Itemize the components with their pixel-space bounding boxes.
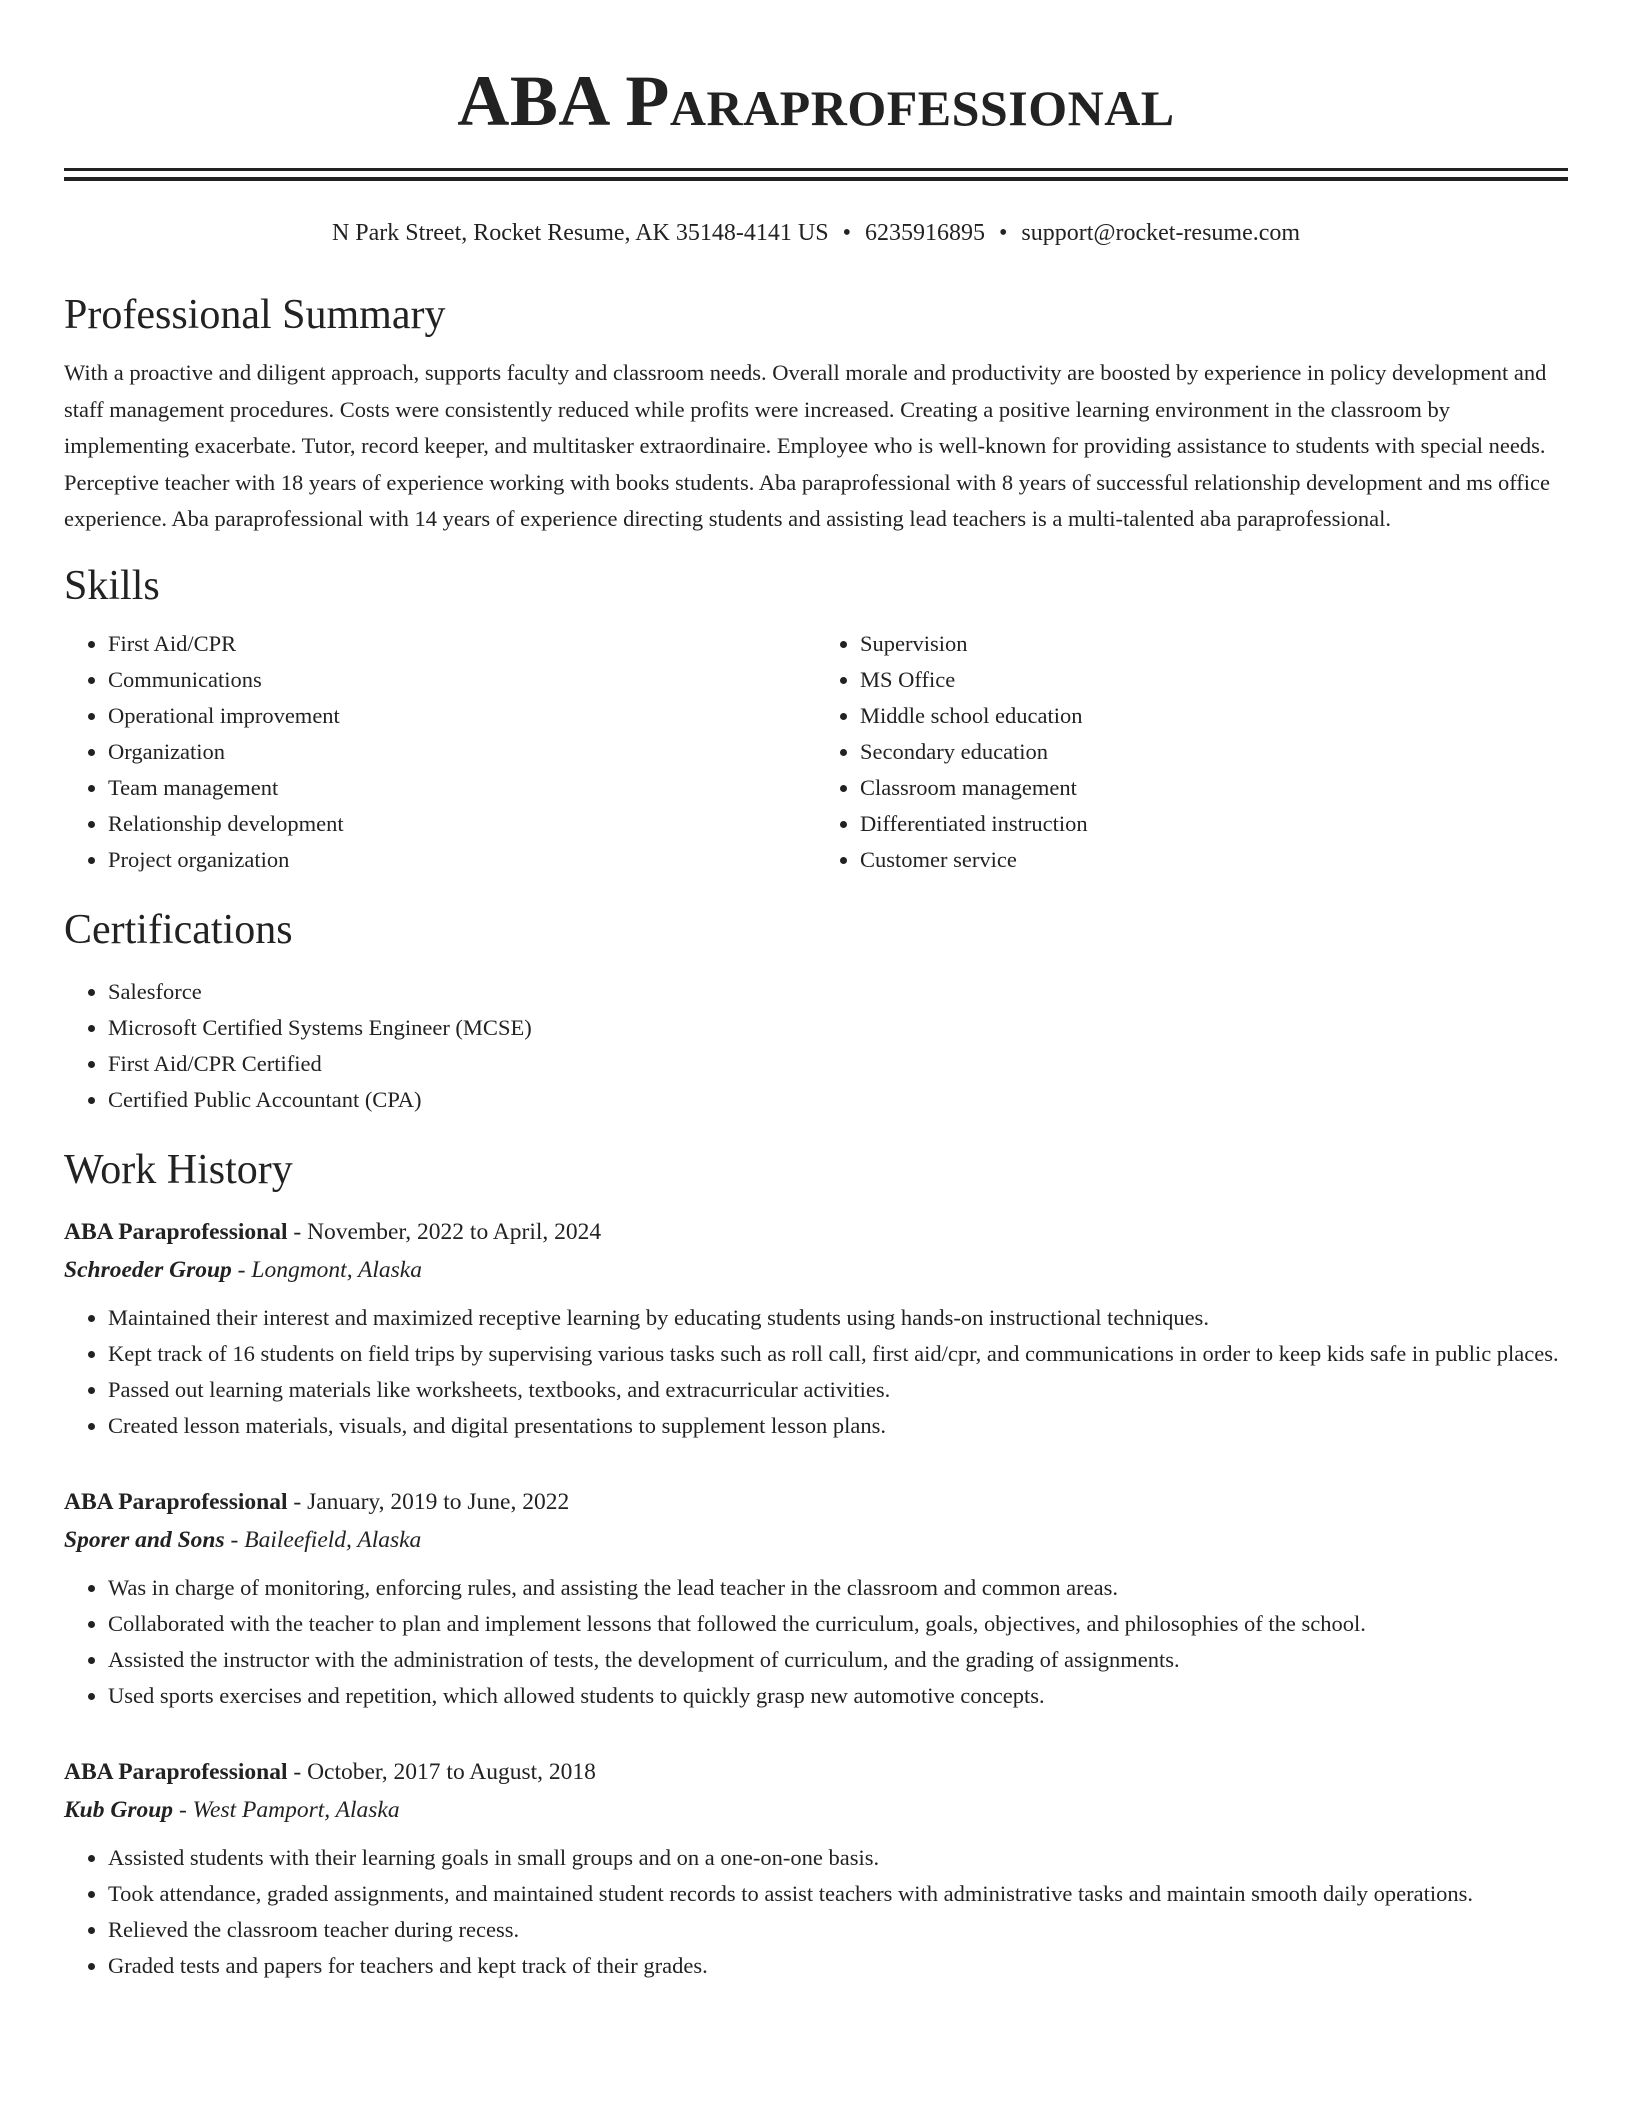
summary-text: With a proactive and diligent approach, supports faculty and classroom needs. Overall morale and productivity are boosted by experience in policy development and staff management procedures. Costs were consistently reduced while profits were increased. Creating a positive learning environment in the classroom by implementing exacerbate. Tutor, record keeper, and multitasker extraordinaire. Employee who is well-known for providing assistance to students with special needs. Perceptive teacher with 18 years of experience working with books students. Aba paraprofessional with 8 years of successful relationship development and ms office experience. Aba paraprofessional with 14 years of experience directing students and assisting lead teachers is a multi-talented aba paraprofessional. (64, 360, 1551, 531)
job-bullets (64, 1840, 1568, 1984)
job-company: Kub Group (64, 1796, 174, 1823)
certifications-list (64, 974, 1568, 1118)
job-dates: October, 2017 to August, 2018 (307, 1758, 596, 1785)
skills-list-right (816, 626, 1568, 878)
job-bullet: • Assisted students with their learning goals in small groups and on a one-on-one basis. (108, 1840, 1568, 1876)
certification-item: • Certified Public Accountant (CPA) (108, 1082, 1568, 1118)
job-company: Schroeder Group (64, 1256, 232, 1283)
job-bullet: • Kept track of 16 students on field trips by supervising various tasks such as roll call, first aid/cpr, and communications in order to keep kids safe in public places. (108, 1336, 1568, 1372)
job-title: ABA Paraprofessional (64, 1488, 288, 1515)
job-entry (64, 1754, 1568, 1984)
skills-list-left (64, 626, 816, 878)
job-bullet: • Maintained their interest and maximized receptive learning by educating students using hands-on instructional techniques. (108, 1300, 1568, 1336)
job-bullet: • Was in charge of monitoring, enforcing rules, and assisting the lead teacher in the classroom and common areas. (108, 1570, 1568, 1606)
job-dates: November, 2022 to April, 2024 (307, 1218, 602, 1245)
contact-phone[interactable]: 6235916895 (864, 220, 985, 246)
summary-heading: Professional Summary (64, 292, 446, 338)
job-location: Baileefield, Alaska (244, 1526, 422, 1553)
contact-line (64, 217, 1568, 249)
resume-name (64, 0, 1568, 144)
skill-item: • First Aid/CPR (108, 626, 816, 662)
skill-item: • Team management (108, 770, 816, 806)
name-rest: Paraprofessional (625, 61, 1175, 141)
job-bullet: • Collaborated with the teacher to plan and implement lessons that followed the curriculum, goals, objectives, and philosophies of the school. (108, 1606, 1568, 1642)
certification-item: • Microsoft Certified Systems Engineer (MCSE) (108, 1010, 1568, 1046)
contact-email[interactable]: support@rocket-resume.com (1021, 220, 1301, 246)
job-dates: January, 2019 to June, 2022 (307, 1488, 570, 1515)
job-company-line: Sporer and Sons - Baileefield, Alaska (64, 1526, 422, 1553)
contact-address: N Park Street, Rocket Resume, AK 35148-4141 US (331, 220, 829, 246)
skill-item: • Secondary education (860, 734, 1568, 770)
job-bullet: • Passed out learning materials like worksheets, textbooks, and extracurricular activities. (108, 1372, 1568, 1408)
job-location: Longmont, Alaska (251, 1256, 422, 1283)
job-location: West Pamport, Alaska (192, 1796, 400, 1823)
skill-item: • Differentiated instruction (860, 806, 1568, 842)
job-title: ABA Paraprofessional (64, 1218, 288, 1245)
skill-item: • Classroom management (860, 770, 1568, 806)
skill-item: • Middle school education (860, 698, 1568, 734)
certifications-heading: Certifications (64, 906, 293, 953)
skill-item: • Organization (108, 734, 816, 770)
job-bullet: • Assisted the instructor with the administration of tests, the development of curriculum, and the grading of assignments. (108, 1642, 1568, 1678)
job-entry (64, 1214, 1568, 1444)
job-title: ABA Paraprofessional (64, 1758, 288, 1785)
skills-heading: Skills (64, 562, 160, 609)
skill-item: • Communications (108, 662, 816, 698)
skill-item: • Relationship development (108, 806, 816, 842)
job-company-line: Kub Group - West Pamport, Alaska (64, 1796, 400, 1823)
header-divider (64, 168, 1568, 171)
skill-item: • Customer service (860, 842, 1568, 878)
certification-item: • Salesforce (108, 974, 1568, 1010)
name-first: ABA (457, 61, 607, 141)
job-entry (64, 1484, 1568, 1714)
skill-item: • MS Office (860, 662, 1568, 698)
job-bullet: • Took attendance, graded assignments, and maintained student records to assist teachers with administrative tasks and maintain smooth daily operations. (108, 1876, 1568, 1912)
contact-separator: • (998, 220, 1008, 246)
work-history-heading: Work History (64, 1146, 293, 1193)
job-company-line: Schroeder Group - Longmont, Alaska (64, 1256, 422, 1283)
certification-item: • First Aid/CPR Certified (108, 1046, 1568, 1082)
skills-columns (64, 626, 1568, 878)
job-bullets (64, 1570, 1568, 1714)
skill-item: • Supervision (860, 626, 1568, 662)
header-divider-thin (64, 177, 1568, 181)
job-title-line: ABA Paraprofessional - January, 2019 to June, 2022 (64, 1488, 570, 1515)
job-bullet: • Graded tests and papers for teachers and kept track of their grades. (108, 1948, 1568, 1984)
job-bullets (64, 1300, 1568, 1444)
job-company: Sporer and Sons (64, 1526, 225, 1553)
job-title-line: ABA Paraprofessional - November, 2022 to April, 2024 (64, 1218, 602, 1245)
job-bullet: • Relieved the classroom teacher during recess. (108, 1912, 1568, 1948)
job-title-line: ABA Paraprofessional - October, 2017 to August, 2018 (64, 1758, 596, 1785)
contact-separator: • (842, 220, 851, 246)
skill-item: • Operational improvement (108, 698, 816, 734)
job-bullet: • Created lesson materials, visuals, and digital presentations to supplement lesson plans. (108, 1408, 1568, 1444)
skill-item: • Project organization (108, 842, 816, 878)
job-bullet: • Used sports exercises and repetition, which allowed students to quickly grasp new automotive concepts. (108, 1678, 1568, 1714)
